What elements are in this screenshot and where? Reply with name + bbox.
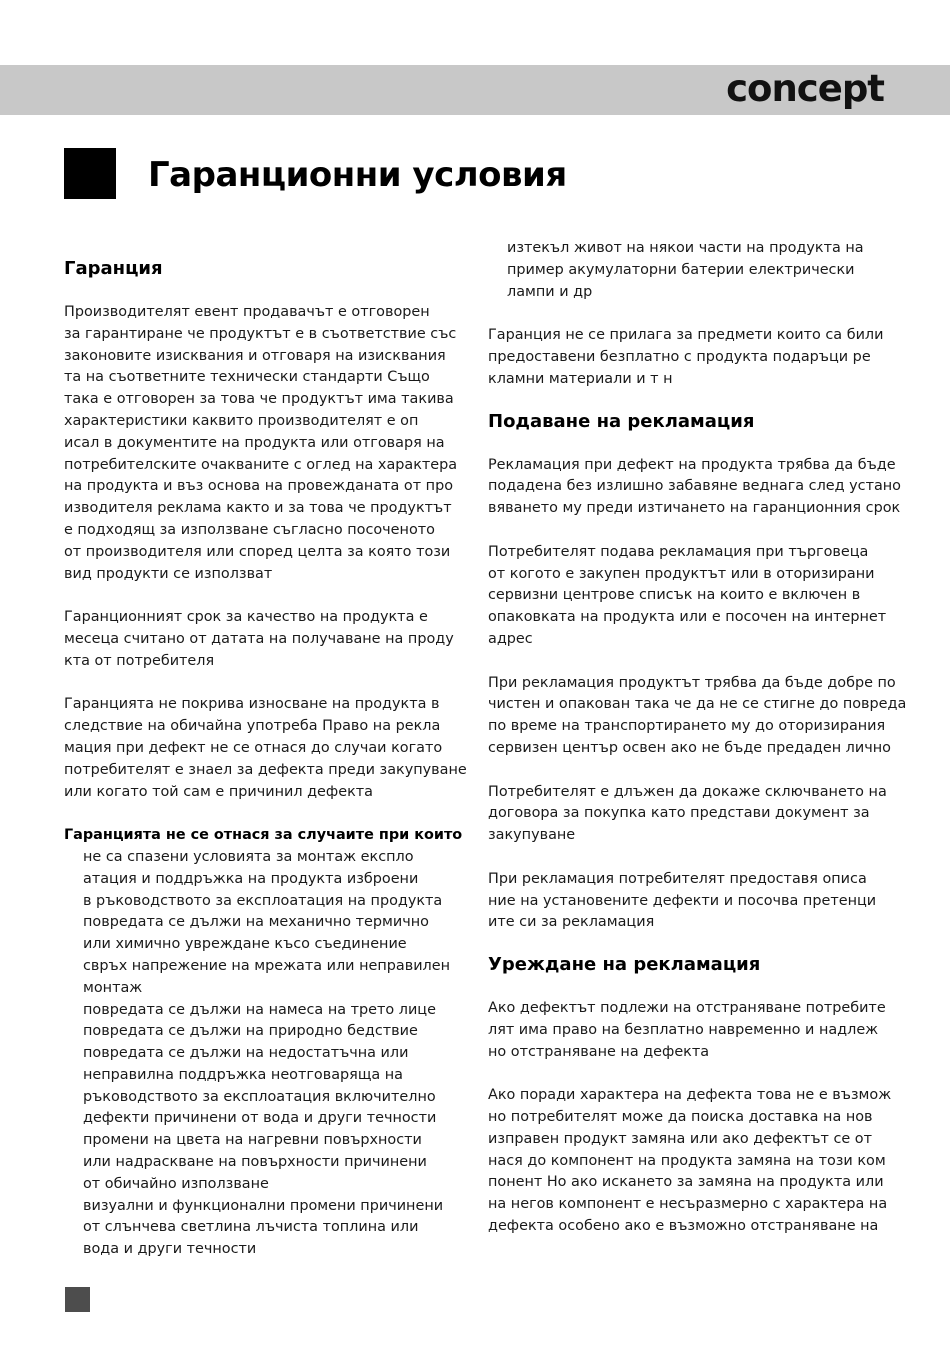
text-line: на негов компонент е несъразмерно с характера на	[488, 1196, 888, 1213]
text-line: но потребителят може да поиска доставка на нов	[488, 1109, 873, 1126]
text-line: сервизен център освен ако не бъде предаден лично	[488, 739, 891, 756]
text-line: Производителят евент продавачът е отговорен	[64, 304, 430, 320]
exclusion-item-line: ръководството за експлоатация включително	[83, 1088, 436, 1105]
right-column	[488, 238, 907, 1238]
exclusion-item-line: визуални и функционални промени причинени	[83, 1197, 444, 1214]
text-line: сервизни центрове списък на които е включен в	[488, 587, 861, 604]
text-line: е подходящ за използване съгласно посоченото	[64, 521, 435, 538]
text-line: Потребителят е длъжен да докаже сключването на	[488, 783, 887, 800]
paragraph-warranty-period	[64, 607, 464, 672]
exclusion-item-line: не са спазени условията за монтаж експло	[83, 848, 414, 865]
header-bar	[0, 65, 950, 115]
page-marker	[65, 1287, 90, 1312]
text-line: Потребителят подава рекламация при търговеца	[488, 543, 869, 560]
text-line: месеца считано от датата на получаване на проду	[64, 630, 454, 647]
section-title-filing-claim: Подаване на рекламация	[488, 410, 755, 432]
text-line: по време на транспортирането му до оторизирания	[488, 718, 886, 735]
text-line: но отстраняване на дефекта	[488, 1043, 710, 1060]
text-line: потребителските очакваните с оглед на характера	[64, 456, 458, 473]
exclusion-item-line: изтекъл живот на някои части на продукта на	[507, 240, 864, 256]
text-line: Гаранция не се прилага за предмети които са били	[488, 327, 884, 344]
exclusion-item-line: или химично увреждане късо съединение	[83, 936, 407, 953]
text-line: от когото е закупен продуктът или в оторизирани	[488, 565, 875, 582]
text-line: вяването му преди изтичането на гаранционния срок	[488, 500, 901, 517]
text-line: Ако дефектът подлежи на отстраняване потребите	[488, 1000, 886, 1017]
exclusion-item-line: повредата се дължи на недостатъчна или	[83, 1045, 409, 1062]
text-line: Гаранцията не покрива износване на продукта в	[64, 696, 440, 713]
text-line: договора за покупка като представи документ за	[488, 805, 870, 822]
text-line: та на съответните технически стандарти Също	[64, 369, 430, 386]
section-title-claim-settlement: Уреждане на рекламация	[488, 954, 761, 976]
text-line: Гаранционният срок за качество на продукта е	[64, 609, 428, 626]
text-line: законовите изисквания и отговаря на изисквания	[64, 347, 446, 364]
exclusion-item-line: промени на цвета на нагревни повърхности	[83, 1132, 422, 1149]
text-line: потребителят е знаел за дефекта преди закупуване	[64, 761, 467, 778]
section-claim-settlement-body	[488, 998, 892, 1238]
exclusions-list-continued	[488, 238, 888, 303]
text-line: мация при дефект не се отнася до случаи когато	[64, 739, 443, 756]
text-line: изправен продукт замяна или ако дефектът се от	[488, 1130, 872, 1147]
left-column	[64, 238, 467, 1261]
paragraph-gifts	[488, 325, 888, 390]
exclusion-item-line: пример акумулаторни батерии електрически	[507, 261, 855, 278]
title-marker	[64, 148, 116, 199]
exclusion-item-line: или надраскване на повърхности причинени	[83, 1154, 427, 1171]
exclusion-item-line: от слънчева светлина лъчиста топлина или	[83, 1219, 419, 1236]
exclusion-item-line: повредата се дължи на механично термично	[83, 914, 429, 931]
paragraph	[488, 782, 888, 847]
paragraph-warranty-intro	[64, 302, 464, 585]
brand-logo: concept	[726, 67, 884, 110]
exclusions-heading: Гаранцията не се отнася за случаите при които	[64, 827, 463, 844]
text-line: кламни материали и т н	[488, 370, 673, 387]
text-line: или когато той сам е причинил дефекта	[64, 783, 373, 800]
text-line: опаковката на продукта или е посочен на интернет	[488, 609, 887, 626]
text-line: за гарантиране че продуктът е в съответствие със	[64, 325, 457, 342]
text-line: ние на установените дефекти и посочва претенци	[488, 892, 877, 909]
paragraph-warranty-wear	[64, 694, 467, 803]
text-line: характеристики каквито производителят е оп	[64, 412, 419, 429]
exclusion-item-line: монтаж	[83, 979, 143, 996]
exclusion-item-line: повредата се дължи на природно бедствие	[83, 1023, 418, 1040]
text-line: на продукта и въз основа на провежданата от про	[64, 478, 454, 495]
text-line: следствие на обичайна употреба Право на рекла	[64, 718, 441, 735]
paragraph	[488, 455, 901, 520]
text-line: понент Но ако искането за замяна на продукта или	[488, 1174, 884, 1191]
exclusion-item-line: атация и поддръжка на продукта изброени	[83, 870, 419, 887]
text-line: вид продукти се използват	[64, 565, 273, 582]
text-line: закупуване	[488, 827, 576, 844]
exclusion-item-line: дефекти причинени от вода и други течности	[83, 1110, 437, 1127]
text-line: лят има право на безплатно навременно и надлеж	[488, 1021, 879, 1038]
exclusion-item-line: повредата се дължи на намеса на трето лице	[83, 1001, 436, 1018]
text-line: адрес	[488, 630, 533, 647]
exclusions-list	[64, 847, 464, 1261]
exclusion-item-line: лампи и др	[507, 283, 593, 300]
section-title-warranty: Гаранция	[64, 258, 163, 279]
paragraph	[488, 673, 907, 760]
exclusion-item-line: свръх напрежение на мрежата или неправилен	[83, 957, 451, 974]
text-line: от производителя или според целта за която този	[64, 543, 451, 560]
page-title: Гаранционни условия	[148, 155, 567, 195]
text-line: подадена без излишно забавяне веднага след устано	[488, 478, 901, 495]
text-line: дефекта особено ако е възможно отстраняване на	[488, 1218, 879, 1235]
paragraph	[488, 998, 888, 1063]
text-line: Рекламация при дефект на продукта трябва да бъде	[488, 456, 896, 473]
text-line: При рекламация потребителят предоставя описа	[488, 870, 867, 887]
text-line: така е отговорен за това че продуктът има такива	[64, 391, 454, 408]
text-line: кта от потребителя	[64, 652, 215, 669]
text-line: предоставени безплатно с продукта подаръци ре	[488, 348, 871, 365]
text-line: исал в документите на продукта или отговаря на	[64, 434, 445, 451]
text-line: изводителя реклама както и за това че продуктът	[64, 500, 452, 517]
paragraph	[488, 542, 888, 651]
paragraph	[488, 1085, 892, 1238]
text-line: Ако поради характера на дефекта това не е възмож	[488, 1087, 892, 1104]
paragraph	[488, 869, 888, 934]
exclusion-item-line: в ръководството за експлоатация на продукта	[83, 892, 443, 909]
text-line: ите си за рекламация	[488, 914, 655, 931]
section-filing-claim-body	[488, 455, 907, 935]
exclusion-item-line: вода и други течности	[83, 1241, 257, 1258]
text-line: нася до компонент на продукта замяна на този ком	[488, 1152, 886, 1169]
exclusion-item-line: неправилна поддръжка неотговаряща на	[83, 1066, 404, 1083]
text-line: При рекламация продуктът трябва да бъде добре по	[488, 674, 896, 691]
exclusion-item-line: от обичайно използване	[83, 1175, 269, 1192]
text-line: чистен и опакован така че да не се стигне до повреда	[488, 696, 907, 713]
